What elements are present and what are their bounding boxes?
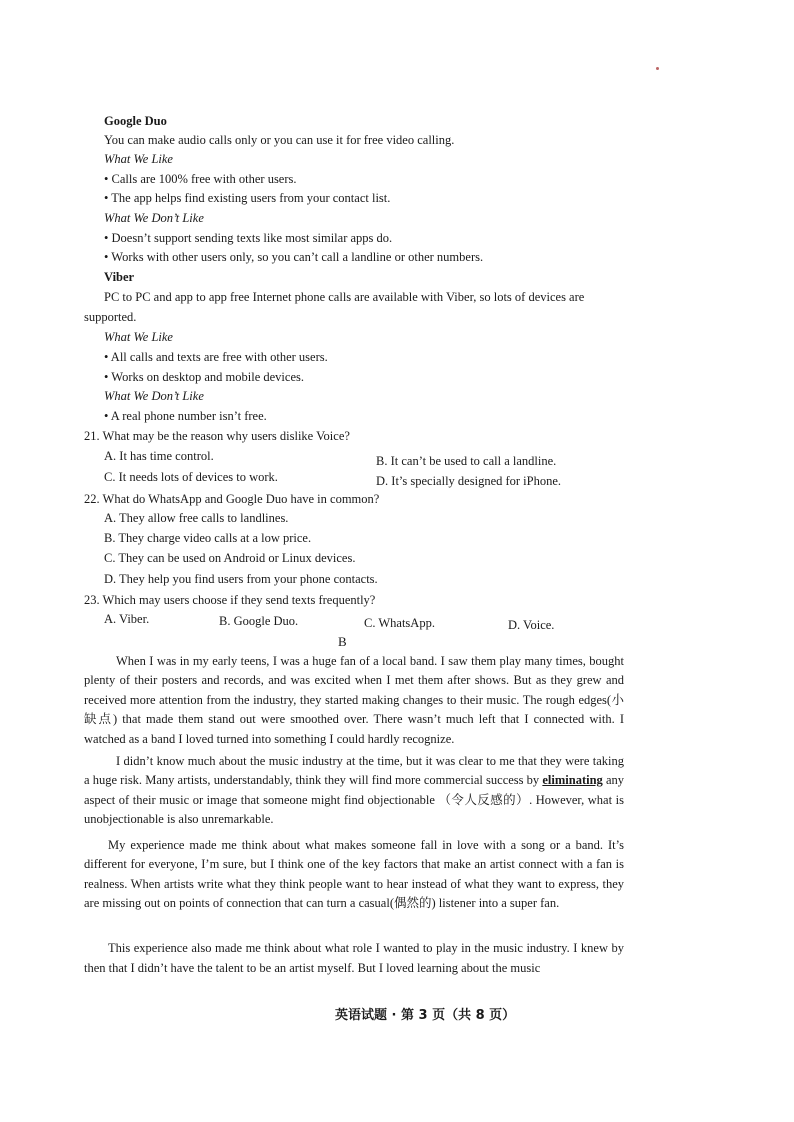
viber-dislike-heading: What We Don’t Like bbox=[104, 389, 204, 403]
question-stem: 22. What do WhatsApp and Google Duo have in common? bbox=[84, 492, 380, 506]
google-duo-dislike-heading: What We Don’t Like bbox=[104, 211, 204, 225]
viber-heading: Viber bbox=[104, 270, 135, 284]
viber-like-heading: What We Like bbox=[104, 330, 173, 344]
answer-option: B. Google Duo. bbox=[219, 614, 299, 628]
question-stem: 23. Which may users choose if they send texts frequently? bbox=[84, 593, 376, 607]
passage-paragraph bbox=[84, 752, 624, 830]
answer-option: D. It’s specially designed for iPhone. bbox=[376, 474, 562, 488]
answer-option: C. WhatsApp. bbox=[364, 616, 435, 630]
page-footer: 英语试题 · 第 3 页（共 8 页） bbox=[335, 1008, 516, 1023]
google-duo-intro: You can make audio calls only or you can use it for free video calling. bbox=[104, 133, 455, 147]
viber-dislike-item: • A real phone number isn’t free. bbox=[104, 409, 267, 423]
google-duo-like-item: • The app helps find existing users from your contact list. bbox=[104, 191, 391, 205]
passage-text: I didn’t know much about the music industry at the time, but it was clear to me that they were taking a huge risk. Many artists, understandably, think they will find more commercial success by bbox=[84, 754, 624, 788]
answer-option: D. They help you find users from your phone contacts. bbox=[104, 572, 378, 586]
answer-option: A. It has time control. bbox=[104, 449, 214, 463]
question-stem: 21. What may be the reason why users dislike Voice? bbox=[84, 429, 350, 443]
viber-intro-cont: supported. bbox=[84, 310, 137, 324]
google-duo-like-item: • Calls are 100% free with other users. bbox=[104, 172, 297, 186]
answer-option: A. They allow free calls to landlines. bbox=[104, 511, 289, 525]
answer-option: B. It can’t be used to call a landline. bbox=[376, 454, 557, 468]
google-duo-dislike-item: • Doesn’t support sending texts like most similar apps do. bbox=[104, 231, 393, 245]
viber-like-item: • Works on desktop and mobile devices. bbox=[104, 370, 304, 384]
viber-like-item: • All calls and texts are free with other users. bbox=[104, 350, 328, 364]
google-duo-heading: Google Duo bbox=[104, 114, 167, 128]
passage-paragraph: This experience also made me think about what role I wanted to play in the music industry. I knew by then that I didn’t have the talent to be an artist myself. But I loved learning about the music bbox=[84, 941, 624, 975]
google-duo-like-heading: What We Like bbox=[104, 152, 173, 166]
passage-text: any aspect of their music or image that someone might find objectionable （令人反感的）. However, what is unobjectionable is also unremarkable. bbox=[84, 773, 624, 827]
passage-paragraph: My experience made me think about what makes someone fall in love with a song or a band. It’s different for everyone, I’m sure, but I think one of the key factors that make an artist connect with a fan is realness. When artists write what they think people want to hear instead of what they want to express, they are missing out on points of connection that can turn a casual(偶然的) listener into a super fan. bbox=[84, 838, 624, 911]
google-duo-dislike-item: • Works with other users only, so you can’t call a landline or other numbers. bbox=[104, 250, 484, 264]
answer-option: C. They can be used on Android or Linux devices. bbox=[104, 551, 356, 565]
answer-option: B. They charge video calls at a low price. bbox=[104, 531, 312, 545]
section-label: B bbox=[338, 634, 347, 649]
passage-paragraph: When I was in my early teens, I was a huge fan of a local band. I saw them play many times, bought plenty of their posters and records, and was excited when I met them after shows. But as they grew and received more attention from the industry, they started making changes to their music. The rough edges(小缺点) that made them stand out were smoothed over. There wasn’t much left that I connected with. I watched as a band I loved turned into something I could hardly recognize. bbox=[84, 654, 624, 746]
underlined-word: eliminating bbox=[542, 773, 603, 788]
answer-option: C. It needs lots of devices to work. bbox=[104, 470, 278, 484]
answer-option: D. Voice. bbox=[508, 618, 555, 632]
answer-option: A. Viber. bbox=[104, 612, 150, 626]
viber-intro: PC to PC and app to app free Internet phone calls are available with Viber, so lots of devices are bbox=[104, 290, 585, 304]
ink-speck bbox=[656, 67, 659, 70]
